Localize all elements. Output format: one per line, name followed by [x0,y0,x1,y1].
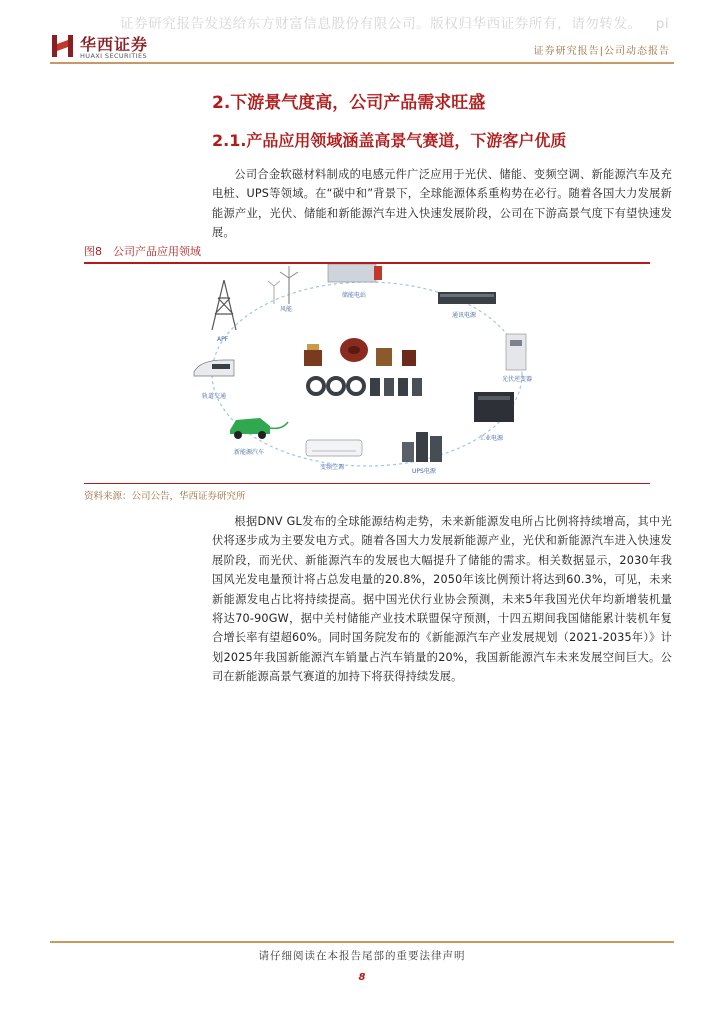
apf-tower-icon [212,280,236,330]
pv-inverter-icon [506,334,526,370]
label-industrial: 工业电源 [479,435,504,442]
footer-divider [50,941,674,943]
label-ups: UPS电源 [412,468,436,475]
watermark-text: 证券研究报告发送给东方财富信息股份有限公司。版权归华西证券所有，请勿转发。 pi [120,16,670,32]
header-divider [50,62,674,64]
figure-caption: 图8 公司产品应用领域 [84,245,201,258]
label-telecom: 通讯电源 [452,312,477,319]
paragraph-market-outlook: 根据DNV GL发布的全球能源结构走势，未来新能源发电所占比例将持续增高，其中光伏将逐步成为主要发电方式。随着各国大力发展新能源产业，光伏和新能源汽车进入快速发展阶段，而光伏、新能源汽车的发展也大幅提升了储能的需求。相关数据显示，2030年我国风光发电量预计将占总发电量的20.8%，2050年该比例预计将达到60.3%，可见，未来新能源发电占比将持续提高。据中国光伏行业协会预测，未来5年我国光伏年均新增装机量将达70-90GW，据中关村储能产业技术联盟保守预测，十四五期间我国储能累计装机年复合增长率有望超60%。同时国务院发布的《新能源汽车产业发展规划（2021-2035年）》计划2025年我国新能源汽车销量占汽车销量的20%，我国新能源汽车未来发展空间巨大。公司在新能源高景气赛道的加持下将获得持续发展。 [212,515,672,684]
label-ac: 变频空调 [320,464,345,471]
industrial-power-icon [474,392,514,422]
logo-name-en: HUAXI SECURITIES [80,52,148,60]
magnetic-components-icon [304,338,422,396]
report-type: 证券研究报告|公司动态报告 [533,46,670,57]
label-pv-inverter: 光伏逆变器 [502,376,533,383]
label-apf: APF [217,336,229,343]
application-ring [212,282,522,466]
storage-station-icon [328,264,382,282]
rail-train-icon [194,360,234,376]
huaxi-logo-icon [50,32,76,60]
legal-notice: 请仔细阅读在本报告尾部的重要法律声明 [258,950,466,962]
wind-turbine-icon [268,266,298,304]
company-logo [50,32,180,62]
telecom-power-icon [438,292,496,304]
label-storage: 储能电站 [342,292,367,299]
section-heading: 2.下游景气度高，公司产品需求旺盛 [212,93,486,113]
ev-car-icon [230,418,288,439]
logo-name-cn: 华西证券 [80,35,149,54]
label-ev: 新能源汽车 [234,449,265,456]
air-conditioner-icon [306,440,362,456]
label-rail: 轨道交通 [202,393,227,400]
label-wind: 风能 [280,306,293,313]
ups-power-icon [402,432,442,462]
figure-source: 资料来源：公司公告，华西证券研究所 [84,491,246,502]
subsection-heading: 2.1.产品应用领域涵盖高景气赛道，下游客户优质 [212,131,567,150]
application-fields-figure [84,264,650,482]
figure-bottom-rule [84,483,650,484]
page-number: 8 [358,972,366,983]
paragraph-intro: 公司合金软磁材料制成的电感元件广泛应用于光伏、储能、变频空调、新能源汽车及充电桩、UPS等领域。在“碳中和”背景下，全球能源体系重构势在必行。随着各国大力发展新能源产业，光伏、储能和新能源汽车进入快速发展阶段，公司在下游高景气度下有望快速发展。 [212,168,672,240]
